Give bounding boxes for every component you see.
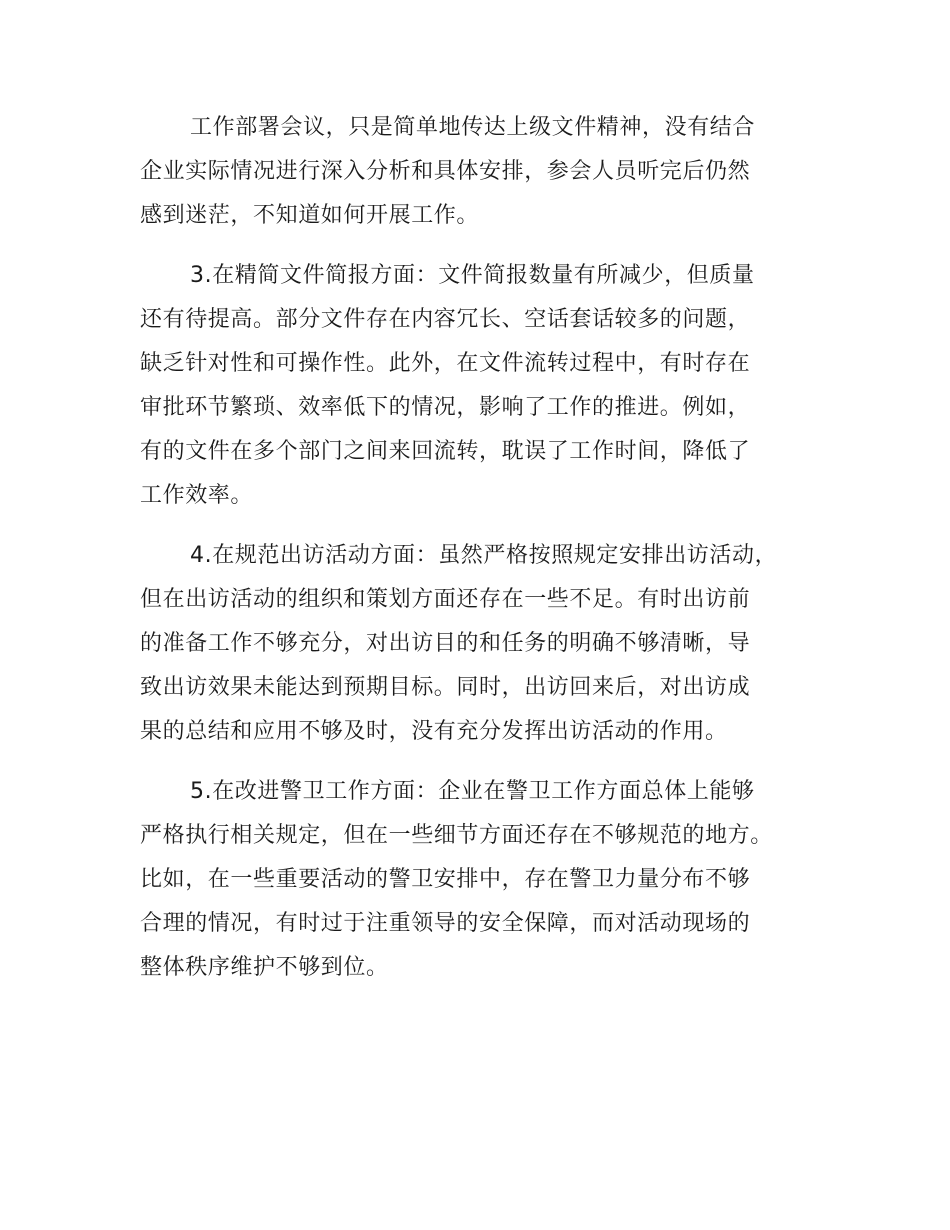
text-line: 比如，在一些重要活动的警卫安排中，存在警卫力量分布不够: [140, 867, 751, 892]
text-line: 5.在改进警卫工作方面：企业在警卫工作方面总体上能够: [190, 779, 755, 804]
paragraph-item-3-documents: [140, 254, 830, 518]
text-line: 工作效率。: [140, 483, 254, 508]
paragraph-item-4-visits: [140, 534, 830, 754]
text-line: 缺乏针对性和可操作性。此外，在文件流转过程中，有时存在: [140, 351, 751, 376]
text-line: 有的文件在多个部门之间来回流转，耽误了工作时间，降低了: [140, 439, 751, 464]
text-line: 感到迷茫，不知道如何开展工作。: [140, 203, 480, 228]
text-line: 严格执行相关规定，但在一些细节方面还存在不够规范的地方。: [140, 823, 773, 848]
text-line: 的准备工作不够充分，对出访目的和任务的明确不够清晰，导: [140, 631, 751, 656]
text-line: 3.在精简文件简报方面：文件简报数量有所减少，但质量: [190, 263, 755, 288]
paragraph-item-5-security: [140, 770, 830, 990]
text-line: 果的总结和应用不够及时，没有充分发挥出访活动的作用。: [140, 719, 728, 744]
text-line: 但在出访活动的组织和策划方面还存在一些不足。有时出访前: [140, 587, 751, 612]
text-line: 企业实际情况进行深入分析和具体安排，参会人员听完后仍然: [140, 159, 751, 184]
text-line: 还有待提高。部分文件存在内容冗长、空话套话较多的问题，: [140, 307, 751, 332]
text-line: 整体秩序维护不够到位。: [140, 955, 389, 980]
text-line: 4.在规范出访活动方面：虽然严格按照规定安排出访活动，: [190, 543, 778, 568]
text-line: 审批环节繁琐、效率低下的情况，影响了工作的推进。例如，: [140, 395, 751, 420]
paragraph-meeting-deployment: [140, 106, 830, 238]
document-body: [140, 106, 830, 1006]
text-line: 工作部署会议，只是简单地传达上级文件精神，没有结合: [190, 115, 756, 140]
text-line: 合理的情况，有时过于注重领导的安全保障，而对活动现场的: [140, 911, 751, 936]
text-line: 致出访效果未能达到预期目标。同时，出访回来后，对出访成: [140, 675, 751, 700]
